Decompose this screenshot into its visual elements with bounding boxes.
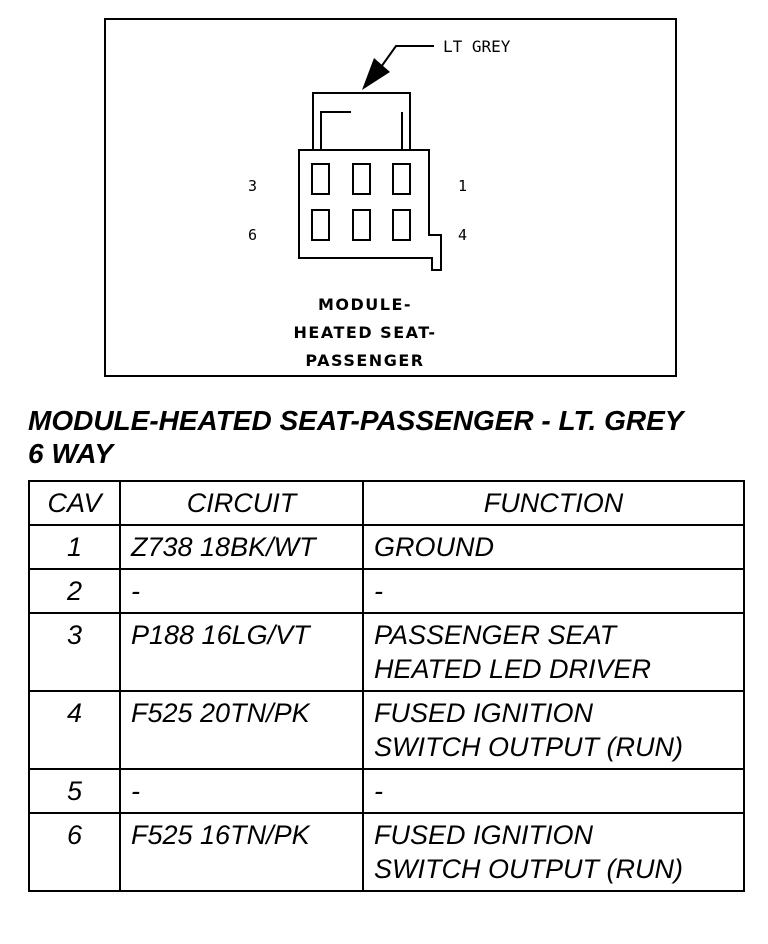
table-row	[29, 613, 744, 691]
cav-cell: 4	[29, 691, 120, 769]
function-cell	[363, 613, 744, 691]
connector-caption-line-3: PASSENGER	[305, 351, 425, 370]
table-row	[29, 691, 744, 769]
function-cell	[363, 569, 744, 613]
header-circuit: CIRCUIT	[120, 481, 363, 525]
callout-arrow-icon	[362, 58, 390, 90]
function-line: SWITCH OUTPUT (RUN)	[374, 732, 683, 762]
cav-cell: 2	[29, 569, 120, 613]
function-line: FUSED IGNITION	[374, 698, 594, 728]
table-header-row	[29, 481, 744, 525]
connector-latch	[313, 93, 410, 150]
pin-label-4: 4	[458, 226, 468, 244]
function-cell	[363, 769, 744, 813]
function-cell	[363, 525, 744, 569]
header-function: FUNCTION	[363, 481, 744, 525]
circuit-cell: F525 16TN/PK	[120, 813, 363, 891]
function-line: SWITCH OUTPUT (RUN)	[374, 854, 683, 884]
connector-drawing	[106, 20, 675, 375]
circuit-cell: -	[120, 569, 363, 613]
pin-label-3: 3	[248, 177, 258, 195]
pin-label-1: 1	[458, 177, 468, 195]
cav-cell: 1	[29, 525, 120, 569]
function-line: FUSED IGNITION	[374, 820, 594, 850]
cavity-4	[393, 210, 410, 240]
table-row	[29, 569, 744, 613]
callout-leader	[381, 46, 434, 67]
cavity-5	[353, 210, 370, 240]
connector-caption-line-2: HEATED SEAT-	[293, 323, 437, 342]
function-cell	[363, 691, 744, 769]
circuit-cell: -	[120, 769, 363, 813]
connector-title	[28, 404, 683, 470]
cavity-3	[312, 164, 329, 194]
title-line-1: MODULE-HEATED SEAT-PASSENGER - LT. GREY	[28, 405, 684, 436]
cavity-2	[353, 164, 370, 194]
pin-label-6: 6	[248, 226, 258, 244]
latch-inner-left	[321, 112, 351, 150]
pinout-table	[28, 480, 745, 892]
cavity-6	[312, 210, 329, 240]
connector-diagram	[104, 18, 677, 377]
table-row	[29, 525, 744, 569]
title-line-2: 6 WAY	[28, 438, 114, 469]
table-row	[29, 813, 744, 891]
connector-caption-line-1: MODULE-	[317, 295, 413, 314]
function-line: -	[374, 776, 383, 806]
header-cav: CAV	[29, 481, 120, 525]
function-cell	[363, 813, 744, 891]
circuit-cell: Z738 18BK/WT	[120, 525, 363, 569]
function-line: PASSENGER SEAT	[374, 620, 617, 650]
cav-cell: 3	[29, 613, 120, 691]
function-line: GROUND	[374, 532, 494, 562]
cav-cell: 6	[29, 813, 120, 891]
color-callout: LT GREY	[443, 37, 511, 56]
table-row	[29, 769, 744, 813]
function-line: -	[374, 576, 383, 606]
cavity-1	[393, 164, 410, 194]
circuit-cell: F525 20TN/PK	[120, 691, 363, 769]
circuit-cell: P188 16LG/VT	[120, 613, 363, 691]
function-line: HEATED LED DRIVER	[374, 654, 652, 684]
cav-cell: 5	[29, 769, 120, 813]
